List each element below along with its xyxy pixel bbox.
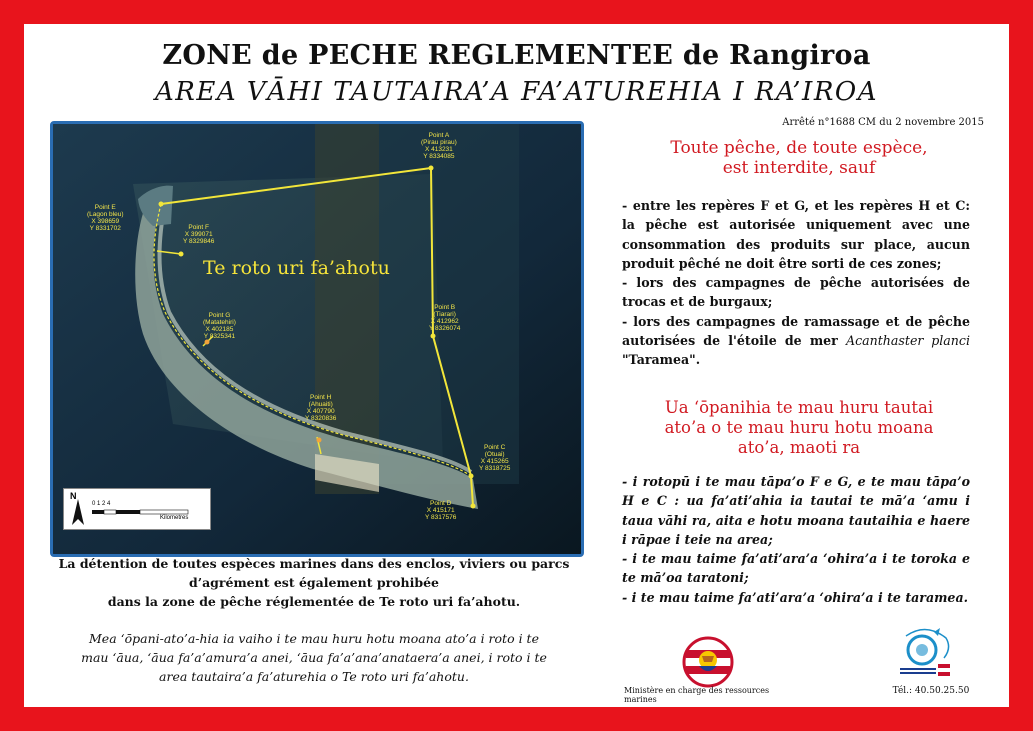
- point-b-label: Point B (Tiarari) X 412962 Y 8326074: [429, 304, 461, 332]
- rule-fr-heading: [614, 138, 984, 178]
- marine-resources-logo-icon: [892, 624, 960, 682]
- detention-ta-line1: Mea ‘ōpani-ato’a-hia ia vaiho i te mau huru hotu moana ato’a i roto i te: [89, 631, 539, 646]
- rule-ta-heading-line1: Ua ‘ōpanihia te mau huru tautai: [664, 398, 934, 417]
- marker-h: [317, 438, 322, 443]
- point-h-label: Point H (Ahuaiti) X 407790 Y 8320836: [305, 394, 337, 422]
- ministry-caption: Ministère en charge des ressources marines: [624, 686, 770, 704]
- species-name: Acanthaster planci: [845, 333, 970, 349]
- marker-c: [469, 474, 474, 479]
- rule-fr-item-3-text: - lors des campagnes de ramassage et de pêche autorisées de l'étoile de mer: [622, 313, 970, 349]
- rule-fr-item-2: - lors des campagnes de pêche autorisées de trocas et de burgaux;: [622, 275, 970, 310]
- species-local-name: "Taramea".: [622, 352, 701, 368]
- rule-ta-heading-line3: ato’a, maoti ra: [737, 438, 861, 457]
- decree-reference: Arrêté n°1688 CM du 2 novembre 2015: [782, 117, 984, 128]
- point-a-label: Point A (Pirau pirau) X 413231 Y 8334085: [421, 132, 457, 160]
- point-e-label: Point E (Lagon bleu) X 398659 Y 8331702: [87, 204, 124, 232]
- title-french: ZONE de PECHE REGLEMENTEE de Rangiroa: [162, 40, 871, 71]
- rule-ta-list: [622, 472, 970, 607]
- detention-notice-ta: [54, 629, 574, 686]
- zone-name-label: Te roto uri fa’ahotu: [203, 257, 390, 279]
- polynesia-emblem-icon: [682, 636, 734, 688]
- rule-ta-item-3: - i te mau taime fa’ati’ara’a ‘ohira’a i te taramea.: [622, 589, 968, 605]
- rule-ta-item-1: - i rotopū i te mau tāpa’o F e G, e te mau tāpa’o H e C : ua fa’ati’ahia ia tautai te mā’a ‘amu i taua vāhi ra, aita e hotu moana tautaihia e haere i rāpae i teie na area;: [622, 474, 970, 547]
- scale-ticks: 0 1 2 4: [92, 501, 111, 507]
- notice-sheet: [24, 24, 1009, 707]
- rule-ta-heading: [614, 398, 984, 458]
- rule-fr-heading-line2: est interdite, sauf: [722, 158, 876, 178]
- rule-fr-item-1: - entre les repères F et G, et les repères H et C: la pêche est autorisée uniquement avec une consommation des produits sur place, aucun produit pêché ne doit être sorti de ces zones;: [622, 198, 970, 271]
- detention-fr-line3: dans la zone de pêche réglementée de Te roto uri fa’ahotu.: [107, 594, 521, 609]
- rule-fr-heading-line1: Toute pêche, de toute espèce,: [670, 138, 928, 158]
- marker-g: [205, 340, 210, 345]
- detention-ta-line3: area tautaira’a fa’aturehia o Te roto uri fa’ahotu.: [159, 669, 469, 684]
- point-c-label: Point C (Otuai) X 415265 Y 8318725: [479, 444, 511, 472]
- detention-fr-line1: La détention de toutes espèces marines dans des enclos, viviers ou parcs: [58, 556, 570, 571]
- rule-ta-item-2: - i te mau taime fa’ati’ara’a ‘ohira’a i te toroka e te mā’oa taratoni;: [622, 551, 970, 586]
- detention-fr-line2: d’agrément est également prohibée: [188, 575, 439, 590]
- rule-ta-heading-line2: ato’a o te mau huru hotu moana: [664, 418, 934, 437]
- rule-fr-list: [622, 196, 970, 370]
- marker-d: [471, 504, 476, 509]
- marker-e: [159, 202, 164, 207]
- point-d-label: Point D X 415171 Y 8317576: [425, 500, 457, 521]
- point-f-label: Point F X 399071 Y 8329846: [183, 224, 215, 245]
- telephone-number: Tél.: 40.50.25.50: [892, 686, 970, 696]
- title-tahitian: AREA VĀHI TAUTAIRA’A FA’ATUREHIA I RA’IROA: [155, 77, 878, 107]
- detention-ta-line2: mau ‘āua, ‘āua fa’a’amura’a anei, ‘āua fa’a’ana’anataera’a anei, i roto i te: [81, 650, 547, 665]
- scale-unit: Kilometres: [160, 515, 189, 521]
- scale-box: [63, 488, 211, 530]
- marker-a: [429, 166, 434, 171]
- detention-notice-fr: [54, 554, 574, 611]
- rule-fr-item-3: [622, 312, 970, 370]
- north-arrow-icon: [68, 499, 88, 527]
- marker-f: [179, 252, 184, 257]
- zone-map: [50, 121, 584, 557]
- marker-b: [431, 334, 436, 339]
- north-arrow-label: N: [70, 491, 77, 501]
- point-g-label: Point G (Matatehiri) X 402185 Y 8325341: [203, 312, 236, 340]
